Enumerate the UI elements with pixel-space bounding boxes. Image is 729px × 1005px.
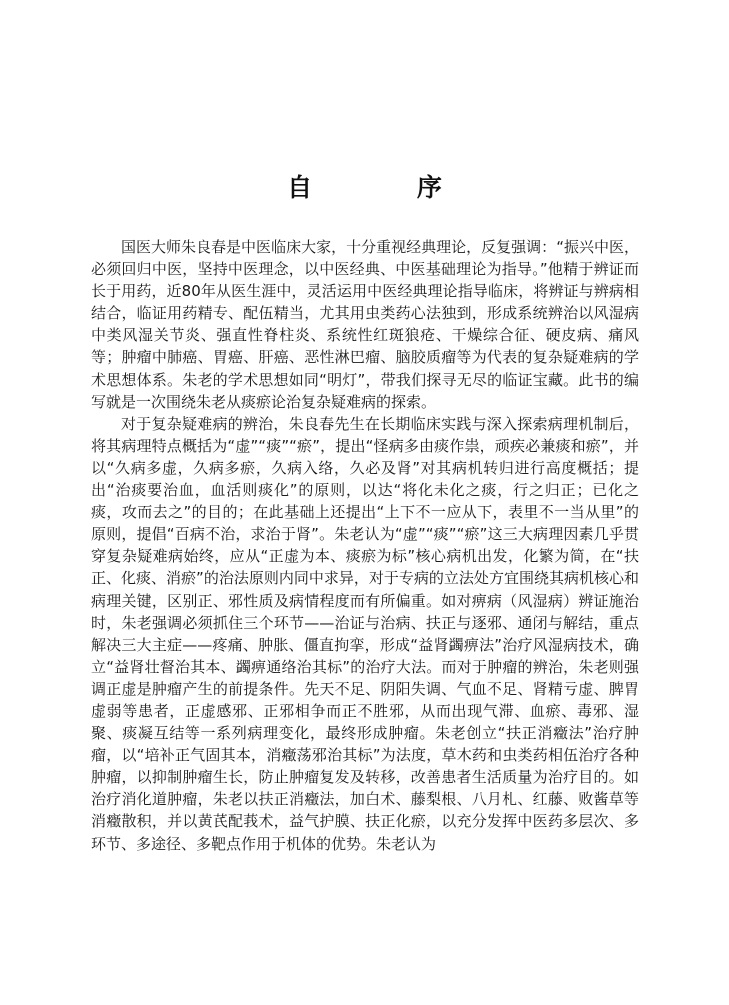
- page-title: 自 序: [287, 173, 490, 202]
- paragraph-2: 对于复杂疑难病的辨治，朱良春先生在长期临床实践与深入探索病理机制后，将其病理特点概括为“虚”“痰”“瘀”，提出“怪病多由痰作祟，顽疾必兼痰和瘀”，并以“久病多虚，久病多瘀，久病入络，久必及肾”对其病机转归进行高度概括；提出“治痰要治血，血活则痰化”的原则，以达“将化未化之痰，行之归正；已化之痰，攻而去之”的目的；在此基础上还提出“上下不一应从下，表里不一当从里”的原则，提倡“百病不治，求治于肾”。朱老认为“虚”“痰”“瘀”这三大病理因素几乎贯穿复杂疑难病始终，应从“正虚为本、痰瘀为标”核心病机出发，化繁为简，在“扶正、化痰、消瘀”的治法原则内同中求异，对于专病的立法处方宜围绕其病机核心和病理关键，区别正、邪性质及病情程度而有所偏重。如对痹病（风湿病）辨证施治时，朱老强调必须抓住三个环节——治证与治病、扶正与逐邪、通闭与解结，重点解决三大主症——疼痛、肿胀、僵直拘挛，形成“益肾蠲痹法”治疗风湿病技术，确立“益肾壮督治其本、蠲痹通络治其标”的治疗大法。而对于肿瘤的辨治，朱老则强调正虚是肿瘤产生的前提条件。先天不足、阴阳失调、气血不足、肾精亏虚、脾胃虚弱等患者，正虚感邪、正邪相争而正不胜邪，从而出现气滞、血瘀、毒邪、湿聚、痰凝互结等一系列病理变化，最终形成肿瘤。朱老创立“扶正消癥法”治疗肿瘤，以“培补正气固其本，消癥荡邪治其标”为法度，草木药和虫类药相伍治疗各种肿瘤，以抑制肿瘤生长，防止肿瘤复发及转移，改善患者生活质量为治疗目的。如治疗消化道肿瘤，朱老以扶正消癥法，加白术、藤梨根、八月札、红藤、败酱草等消癥散积，并以黄芪配莪术，益气护膜、扶正化瘀，以充分发挥中医药多层次、多环节、多途径、多靶点作用于机体的优势。朱老认为: [91, 414, 639, 853]
- paragraph-1: 国医大师朱良春是中医临床大家，十分重视经典理论，反复强调：“振兴中医，必须回归中医，坚持中医理念，以中医经典、中医基础理论为指导。”他精于辨证而长于用药，近80年从医生涯中，灵活运用中医经典理论指导临床，将辨证与辨病相结合，临证用药精专、配伍精当，尤其用虫类药心法独到，形成系统辨治以风湿病中类风湿关节炎、强直性脊柱炎、系统性红斑狼疮、干燥综合征、硬皮病、痛风等；肿瘤中肺癌、胃癌、肝癌、恶性淋巴瘤、脑胶质瘤等为代表的复杂疑难病的学术思想体系。朱老的学术思想如同“明灯”，带我们探寻无尽的临证宝藏。此书的编写就是一次围绕朱老从痰瘀论治复杂疑难病的探索。: [91, 238, 639, 411]
- preface-body: [91, 236, 639, 855]
